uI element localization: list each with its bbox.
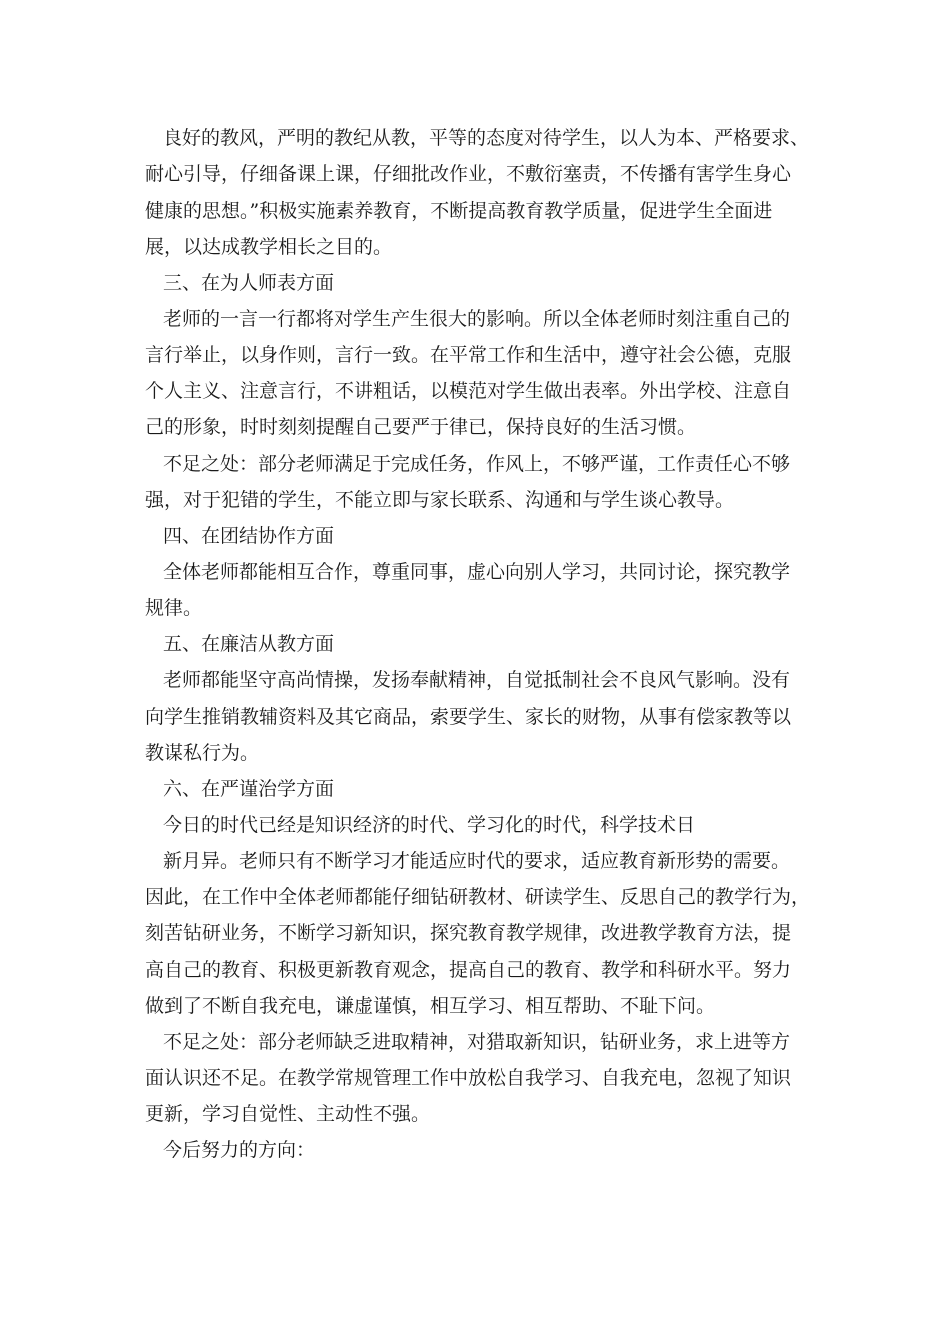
section-heading: 六、在严谨治学方面	[163, 778, 335, 800]
text-line: 做到了不断自我充电，谦虚谨慎，相互学习、相互帮助、不耻下问。	[145, 995, 716, 1017]
text-line: 展，以达成教学相长之目的。	[145, 236, 393, 258]
text-line: 耐心引导，仔细备课上课，仔细批改作业，不敷衍塞责，不传播有害学生身心	[145, 163, 792, 185]
text-line: 己的形象，时时刻刻提醒自己要严于律已，保持良好的生活习惯。	[145, 416, 697, 438]
section-heading: 五、在廉洁从教方面	[163, 633, 335, 655]
text-line: 不足之处：部分老师缺乏进取精神，对猎取新知识，钻研业务，求上进等方	[163, 1031, 791, 1053]
text-line: 今日的时代已经是知识经济的时代、学习化的时代，科学技术日	[163, 814, 696, 836]
text-line: 刻苦钻研业务，不断学习新知识，探究教育教学规律，改进教学教育方法，提	[145, 922, 792, 944]
text-line: 老师的一言一行都将对学生产生很大的影响。所以全体老师时刻注重自己的	[163, 308, 791, 330]
section-heading: 三、在为人师表方面	[163, 272, 335, 294]
text-line: 健康的思想。”积极实施素养教育，不断提高教育教学质量，促进学生全面进	[145, 200, 773, 222]
section-heading: 四、在团结协作方面	[163, 525, 335, 547]
text-line: 高自己的教育、积极更新教育观念，提高自己的教育、教学和科研水平。努力	[145, 959, 792, 981]
text-line: 良好的教风，严明的教纪从教，平等的态度对待学生，以人为本、严格要求、	[163, 127, 810, 149]
text-line: 教谋私行为。	[145, 742, 260, 764]
text-line: 老师都能坚守高尚情操，发扬奉献精神，自觉抵制社会不良风气影响。没有	[163, 669, 791, 691]
text-line: 新月异。老师只有不断学习才能适应时代的要求，适应教育新形势的需要。	[163, 850, 791, 872]
text-line: 全体老师都能相互合作，尊重同事，虚心向别人学习，共同讨论，探究教学	[163, 561, 791, 583]
text-line: 面认识还不足。在教学常规管理工作中放松自我学习、自我充电，忽视了知识	[145, 1067, 792, 1089]
text-line: 今后努力的方向：	[163, 1139, 316, 1161]
text-line: 规律。	[145, 597, 203, 619]
text-line: 不足之处：部分老师满足于完成任务，作风上，不够严谨，工作责任心不够	[163, 453, 791, 475]
text-line: 更新，学习自觉性、主动性不强。	[145, 1103, 431, 1125]
text-line: 强，对于犯错的学生，不能立即与家长联系、沟通和与学生谈心教导。	[145, 489, 735, 511]
text-line: 向学生推销教辅资料及其它商品，索要学生、家长的财物，从事有偿家教等以	[145, 706, 792, 728]
text-line: 因此，在工作中全体老师都能仔细钻研教材、研读学生、反思自己的教学行为，	[145, 886, 811, 908]
text-line: 言行举止，以身作则，言行一致。在平常工作和生活中，遵守社会公德，克服	[145, 344, 792, 366]
text-line: 个人主义、注意言行，不讲粗话，以模范对学生做出表率。外出学校、注意自	[145, 380, 792, 402]
